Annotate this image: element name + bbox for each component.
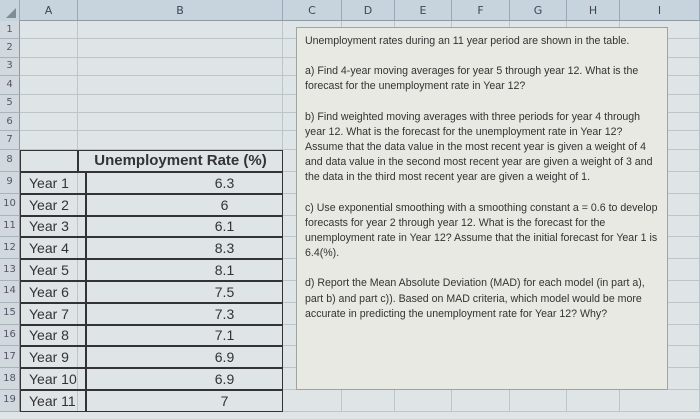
cell[interactable] [620, 390, 700, 412]
cell[interactable] [20, 131, 78, 149]
row-header-17[interactable]: 17 [0, 346, 20, 368]
question-textbox[interactable] [296, 27, 668, 390]
column-header-B[interactable]: B [78, 0, 283, 21]
column-header-E[interactable]: E [395, 0, 452, 21]
cell[interactable] [20, 39, 78, 57]
row-header-8[interactable]: 8 [0, 150, 20, 172]
row-header-4[interactable]: 4 [0, 76, 20, 94]
row-header-16[interactable]: 16 [0, 325, 20, 347]
cell[interactable] [20, 76, 78, 94]
year-cell[interactable]: Year 2 [20, 194, 86, 216]
rate-cell[interactable]: 6.9 [86, 368, 283, 390]
row-header-15[interactable]: 15 [0, 303, 20, 325]
column-header-H[interactable]: H [567, 0, 620, 21]
column-header-F[interactable]: F [452, 0, 510, 21]
rate-cell[interactable]: 6.3 [86, 172, 283, 194]
rate-cell[interactable]: 8.1 [86, 259, 283, 281]
cell[interactable] [78, 58, 283, 76]
rate-cell[interactable]: 7.1 [86, 325, 283, 347]
row-header-12[interactable]: 12 [0, 237, 20, 259]
row-header-3[interactable]: 3 [0, 58, 20, 76]
column-header-C[interactable]: C [283, 0, 342, 21]
year-cell[interactable]: Year 7 [20, 303, 86, 325]
cell[interactable] [78, 21, 283, 39]
cell[interactable] [342, 390, 395, 412]
column-header-G[interactable]: G [510, 0, 567, 21]
year-cell[interactable]: Year 4 [20, 237, 86, 259]
year-cell[interactable]: Year 8 [20, 325, 86, 347]
rate-cell[interactable]: 7 [86, 390, 283, 412]
table-header-blank[interactable] [20, 150, 78, 172]
question-b: b) Find weighted moving averages with three periods for year 4 through year 12. What is the forecast for the unemployment rate in Year 12? Assume that the data value in the most recent year is given a weight of 4 and data value in the second most recent year are given a weight of 3 and the data in the third most recent year are given a weight of 1. [305, 110, 653, 184]
row-header-11[interactable]: 11 [0, 216, 20, 238]
cell[interactable] [395, 390, 452, 412]
cell[interactable] [20, 95, 78, 113]
cell[interactable] [78, 113, 283, 131]
row-header-5[interactable]: 5 [0, 95, 20, 113]
row-header-1[interactable]: 1 [0, 21, 20, 39]
cell[interactable] [283, 390, 342, 412]
column-header-I[interactable]: I [620, 0, 700, 21]
row-header-6[interactable]: 6 [0, 113, 20, 131]
select-all-button[interactable] [0, 0, 20, 21]
year-cell[interactable]: Year 1 [20, 172, 86, 194]
row-header-2[interactable]: 2 [0, 39, 20, 57]
rate-cell[interactable]: 6.1 [86, 216, 283, 238]
cell[interactable] [452, 390, 510, 412]
year-cell[interactable]: Year 3 [20, 216, 86, 238]
year-cell[interactable]: Year 5 [20, 259, 86, 281]
rate-cell[interactable]: 8.3 [86, 237, 283, 259]
year-cell[interactable]: Year 11 [20, 390, 86, 412]
rate-cell[interactable]: 6 [86, 194, 283, 216]
cell[interactable] [78, 95, 283, 113]
cell[interactable] [567, 390, 620, 412]
cell[interactable] [78, 131, 283, 149]
question-d: d) Report the Mean Absolute Deviation (MAD) for each model (in part a), part b) and part c)). Based on MAD criteria, which model would be more accurate in predicting the unemployment rate for Year 12? Why? [305, 277, 645, 320]
cell[interactable] [20, 58, 78, 76]
row-header-18[interactable]: 18 [0, 368, 20, 390]
year-cell[interactable]: Year 6 [20, 281, 86, 303]
question-a: a) Find 4-year moving averages for year 5 through year 12. What is the forecast for the unemployment rate in Year 12? [305, 65, 639, 93]
column-header-A[interactable]: A [20, 0, 78, 21]
row-header-13[interactable]: 13 [0, 259, 20, 281]
row-header-19[interactable]: 19 [0, 390, 20, 412]
cell[interactable] [20, 113, 78, 131]
year-cell[interactable]: Year 10 [20, 368, 86, 390]
cell[interactable] [78, 76, 283, 94]
cell[interactable] [510, 390, 567, 412]
row-header-10[interactable]: 10 [0, 194, 20, 216]
table-header-cell[interactable]: Unemployment Rate (%) [78, 150, 283, 172]
intro-text: Unemployment rates during an 11 year period are shown in the table. [305, 35, 630, 47]
rate-cell[interactable]: 6.9 [86, 346, 283, 368]
cell[interactable] [78, 39, 283, 57]
cell[interactable] [20, 21, 78, 39]
rate-cell[interactable]: 7.5 [86, 281, 283, 303]
row-header-9[interactable]: 9 [0, 172, 20, 194]
year-cell[interactable]: Year 9 [20, 346, 86, 368]
question-c: c) Use exponential smoothing with a smoothing constant a = 0.6 to develop forecasts for year 2 through year 12. What is the forecast for the unemployment rate in Year 12? Assume that the initial forecast for Year 1 is 6.4(%). [305, 201, 658, 260]
row-header-14[interactable]: 14 [0, 281, 20, 303]
rate-cell[interactable]: 7.3 [86, 303, 283, 325]
row-header-7[interactable]: 7 [0, 131, 20, 149]
column-header-D[interactable]: D [342, 0, 395, 21]
